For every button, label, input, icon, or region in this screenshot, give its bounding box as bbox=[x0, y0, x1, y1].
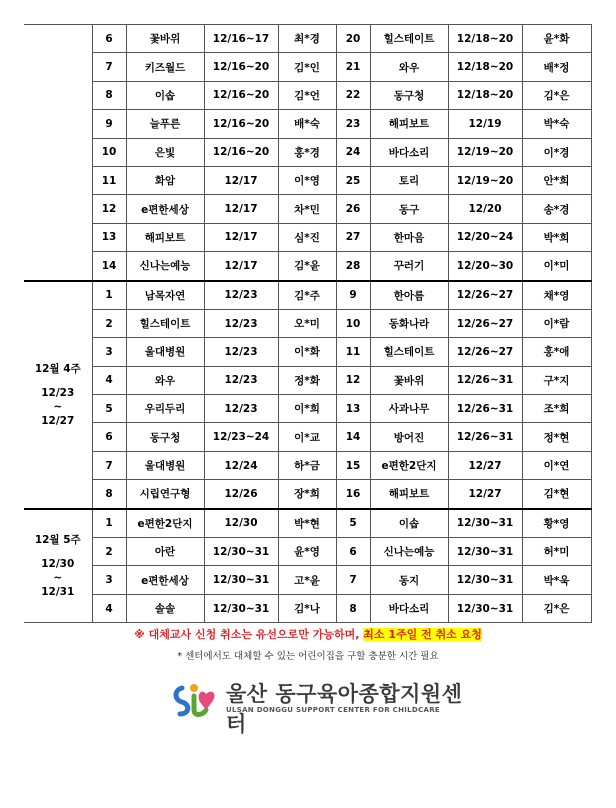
row-number: 4 bbox=[92, 594, 126, 622]
notice-highlight: 최소 1주일 전 취소 요청 bbox=[363, 628, 482, 641]
center-name: e편한세상 bbox=[126, 566, 204, 594]
date-range: 12/30~31 bbox=[448, 509, 522, 538]
row-number: 14 bbox=[336, 423, 370, 451]
center-name: 남목자연 bbox=[126, 281, 204, 310]
center-name: 동구청 bbox=[126, 423, 204, 451]
logo-mark-icon bbox=[172, 680, 220, 720]
date-range: 12/17 bbox=[204, 195, 278, 223]
row-number: 16 bbox=[336, 480, 370, 509]
row-number: 9 bbox=[336, 281, 370, 310]
center-name: 이솝 bbox=[126, 81, 204, 109]
date-range: 12/30~31 bbox=[204, 594, 278, 622]
date-range: 12/23 bbox=[204, 309, 278, 337]
date-range: 12/23 bbox=[204, 366, 278, 394]
row-number: 12 bbox=[336, 366, 370, 394]
date-range: 12/23 bbox=[204, 338, 278, 366]
table-row bbox=[24, 166, 591, 194]
table-row bbox=[24, 110, 591, 138]
center-name: 사과나무 bbox=[370, 395, 448, 423]
center-name: 늘푸른 bbox=[126, 110, 204, 138]
teacher-name: 이*희 bbox=[278, 395, 336, 423]
table-row bbox=[24, 366, 591, 394]
teacher-name: 김*은 bbox=[522, 594, 591, 622]
date-range: 12/26~31 bbox=[448, 395, 522, 423]
week-label-line: ~ bbox=[53, 571, 63, 584]
teacher-name: 정*현 bbox=[522, 423, 591, 451]
center-name: 키즈월드 bbox=[126, 53, 204, 81]
teacher-name: 박*희 bbox=[522, 223, 591, 251]
center-name: 화암 bbox=[126, 166, 204, 194]
row-number: 2 bbox=[92, 309, 126, 337]
row-number: 7 bbox=[92, 451, 126, 479]
teacher-name: 윤*영 bbox=[278, 538, 336, 566]
week-label-line: 12/23 bbox=[41, 386, 75, 399]
row-number: 12 bbox=[92, 195, 126, 223]
table-row bbox=[24, 480, 591, 509]
center-name: 동지 bbox=[370, 566, 448, 594]
teacher-name: 이*경 bbox=[522, 138, 591, 166]
center-name: 한마음 bbox=[370, 223, 448, 251]
row-number: 7 bbox=[336, 566, 370, 594]
center-name: 꽃바위 bbox=[370, 366, 448, 394]
table-row bbox=[24, 252, 591, 281]
row-number: 2 bbox=[92, 538, 126, 566]
row-number: 27 bbox=[336, 223, 370, 251]
center-name: 힐스테이트 bbox=[370, 25, 448, 53]
table-row bbox=[24, 395, 591, 423]
subnote: * 센터에서도 대체할 수 있는 어린이집을 구할 충분한 시간 필요 bbox=[177, 651, 439, 662]
date-range: 12/20 bbox=[448, 195, 522, 223]
center-name: 울대병원 bbox=[126, 451, 204, 479]
date-range: 12/17 bbox=[204, 252, 278, 281]
center-logo bbox=[172, 678, 472, 736]
week-label-line: 12/31 bbox=[41, 585, 75, 598]
row-number: 6 bbox=[92, 25, 126, 53]
teacher-name: 이*화 bbox=[278, 338, 336, 366]
teacher-name: 이*영 bbox=[278, 166, 336, 194]
center-name: e편한2단지 bbox=[370, 451, 448, 479]
teacher-name: 장*희 bbox=[278, 480, 336, 509]
table-row bbox=[24, 81, 591, 109]
date-range: 12/19~20 bbox=[448, 138, 522, 166]
center-name: 해피보트 bbox=[370, 480, 448, 509]
row-number: 11 bbox=[336, 338, 370, 366]
teacher-name: 김*윤 bbox=[278, 252, 336, 281]
teacher-name: 김*현 bbox=[522, 480, 591, 509]
table-row bbox=[24, 309, 591, 337]
row-number: 4 bbox=[92, 366, 126, 394]
center-name: 바다소리 bbox=[370, 138, 448, 166]
date-range: 12/23~24 bbox=[204, 423, 278, 451]
table-row bbox=[24, 451, 591, 479]
teacher-name: 최*경 bbox=[278, 25, 336, 53]
row-number: 23 bbox=[336, 110, 370, 138]
teacher-name: 송*경 bbox=[522, 195, 591, 223]
teacher-name: 김*주 bbox=[278, 281, 336, 310]
teacher-name: 김*은 bbox=[522, 81, 591, 109]
row-number: 1 bbox=[92, 509, 126, 538]
cancel-notice bbox=[0, 626, 616, 642]
row-number: 6 bbox=[92, 423, 126, 451]
center-name: 토리 bbox=[370, 166, 448, 194]
row-number: 1 bbox=[92, 281, 126, 310]
date-range: 12/20~24 bbox=[448, 223, 522, 251]
date-range: 12/16~20 bbox=[204, 53, 278, 81]
row-number: 11 bbox=[92, 166, 126, 194]
table-row bbox=[24, 53, 591, 81]
row-number: 8 bbox=[92, 480, 126, 509]
table-row bbox=[24, 138, 591, 166]
row-number: 24 bbox=[336, 138, 370, 166]
week-label-cell bbox=[24, 509, 92, 623]
date-range: 12/27 bbox=[448, 480, 522, 509]
date-range: 12/30~31 bbox=[448, 566, 522, 594]
row-number: 7 bbox=[92, 53, 126, 81]
teacher-name: 고*윤 bbox=[278, 566, 336, 594]
row-number: 10 bbox=[92, 138, 126, 166]
notice-text: ※ 대체교사 신청 취소는 유선으로만 가능하며, bbox=[134, 628, 364, 641]
table-row bbox=[24, 594, 591, 622]
teacher-name: 김*언 bbox=[278, 81, 336, 109]
date-range: 12/26~27 bbox=[448, 309, 522, 337]
teacher-name: 채*영 bbox=[522, 281, 591, 310]
center-name: e편한세상 bbox=[126, 195, 204, 223]
week-label-line: 12/30 bbox=[41, 557, 75, 570]
table-row bbox=[24, 538, 591, 566]
teacher-name: 이*교 bbox=[278, 423, 336, 451]
row-number: 20 bbox=[336, 25, 370, 53]
teacher-name: 차*민 bbox=[278, 195, 336, 223]
table-row bbox=[24, 25, 591, 53]
row-number: 26 bbox=[336, 195, 370, 223]
center-name: 이솝 bbox=[370, 509, 448, 538]
week-label-line: ~ bbox=[53, 400, 63, 413]
date-range: 12/24 bbox=[204, 451, 278, 479]
teacher-name: 홍*경 bbox=[278, 138, 336, 166]
row-number: 28 bbox=[336, 252, 370, 281]
center-name: 한아름 bbox=[370, 281, 448, 310]
date-range: 12/16~20 bbox=[204, 138, 278, 166]
table-row bbox=[24, 509, 591, 538]
date-range: 12/26~31 bbox=[448, 366, 522, 394]
date-range: 12/26 bbox=[204, 480, 278, 509]
date-range: 12/30~31 bbox=[204, 566, 278, 594]
teacher-name: 윤*화 bbox=[522, 25, 591, 53]
center-name: 와우 bbox=[126, 366, 204, 394]
center-name: 방어진 bbox=[370, 423, 448, 451]
row-number: 21 bbox=[336, 53, 370, 81]
center-name: 동구 bbox=[370, 195, 448, 223]
date-range: 12/19 bbox=[448, 110, 522, 138]
date-range: 12/30~31 bbox=[204, 538, 278, 566]
teacher-name: 허*미 bbox=[522, 538, 591, 566]
teacher-name: 하*금 bbox=[278, 451, 336, 479]
center-name: 와우 bbox=[370, 53, 448, 81]
center-name: 동화나라 bbox=[370, 309, 448, 337]
teacher-name: 이*연 bbox=[522, 451, 591, 479]
row-number: 13 bbox=[92, 223, 126, 251]
date-range: 12/30~31 bbox=[448, 538, 522, 566]
week-label-cell bbox=[24, 281, 92, 509]
teacher-name: 박*숙 bbox=[522, 110, 591, 138]
teacher-name: 오*미 bbox=[278, 309, 336, 337]
table-row bbox=[24, 281, 591, 310]
center-name: 솔솔 bbox=[126, 594, 204, 622]
table-row bbox=[24, 566, 591, 594]
center-name: 신나는예능 bbox=[126, 252, 204, 281]
row-number: 3 bbox=[92, 338, 126, 366]
teacher-name: 이*람 bbox=[522, 309, 591, 337]
center-name: 시립연구형 bbox=[126, 480, 204, 509]
teacher-name: 안*희 bbox=[522, 166, 591, 194]
date-range: 12/17 bbox=[204, 166, 278, 194]
row-number: 15 bbox=[336, 451, 370, 479]
table-row bbox=[24, 195, 591, 223]
center-name: 꽃바위 bbox=[126, 25, 204, 53]
table-row bbox=[24, 223, 591, 251]
teacher-name: 조*희 bbox=[522, 395, 591, 423]
date-range: 12/30~31 bbox=[448, 594, 522, 622]
center-name: 바다소리 bbox=[370, 594, 448, 622]
schedule-table bbox=[24, 24, 592, 623]
teacher-name: 이*미 bbox=[522, 252, 591, 281]
center-name: 해피보트 bbox=[370, 110, 448, 138]
row-number: 25 bbox=[336, 166, 370, 194]
date-range: 12/27 bbox=[448, 451, 522, 479]
date-range: 12/16~20 bbox=[204, 110, 278, 138]
teacher-name: 김*나 bbox=[278, 594, 336, 622]
row-number: 5 bbox=[92, 395, 126, 423]
teacher-name: 김*인 bbox=[278, 53, 336, 81]
row-number: 9 bbox=[92, 110, 126, 138]
date-range: 12/16~20 bbox=[204, 81, 278, 109]
center-name: 꾸러기 bbox=[370, 252, 448, 281]
date-range: 12/26~27 bbox=[448, 281, 522, 310]
center-name: 힐스테이트 bbox=[126, 309, 204, 337]
date-range: 12/18~20 bbox=[448, 81, 522, 109]
teacher-name: 심*진 bbox=[278, 223, 336, 251]
week-label-line: 12월 5주 bbox=[34, 533, 81, 546]
row-number: 8 bbox=[336, 594, 370, 622]
row-number: 14 bbox=[92, 252, 126, 281]
teacher-name: 황*영 bbox=[522, 509, 591, 538]
center-name: 은빛 bbox=[126, 138, 204, 166]
row-number: 10 bbox=[336, 309, 370, 337]
date-range: 12/19~20 bbox=[448, 166, 522, 194]
date-range: 12/23 bbox=[204, 281, 278, 310]
center-name: 우리두리 bbox=[126, 395, 204, 423]
date-range: 12/18~20 bbox=[448, 25, 522, 53]
date-range: 12/18~20 bbox=[448, 53, 522, 81]
date-range: 12/26~31 bbox=[448, 423, 522, 451]
date-range: 12/20~30 bbox=[448, 252, 522, 281]
logo-subtitle: ULSAN DONGGU SUPPORT CENTER FOR CHILDCARE bbox=[226, 706, 440, 714]
week-label-cell bbox=[24, 25, 92, 281]
center-name: 해피보트 bbox=[126, 223, 204, 251]
teacher-name: 구*지 bbox=[522, 366, 591, 394]
date-range: 12/30 bbox=[204, 509, 278, 538]
teacher-name: 정*화 bbox=[278, 366, 336, 394]
row-number: 3 bbox=[92, 566, 126, 594]
center-name: 동구청 bbox=[370, 81, 448, 109]
center-name: 힐스테이트 bbox=[370, 338, 448, 366]
teacher-name: 박*현 bbox=[278, 509, 336, 538]
table-row bbox=[24, 423, 591, 451]
date-range: 12/26~27 bbox=[448, 338, 522, 366]
row-number: 8 bbox=[92, 81, 126, 109]
row-number: 5 bbox=[336, 509, 370, 538]
teacher-name: 박*욱 bbox=[522, 566, 591, 594]
row-number: 22 bbox=[336, 81, 370, 109]
date-range: 12/23 bbox=[204, 395, 278, 423]
teacher-name: 홍*애 bbox=[522, 338, 591, 366]
date-range: 12/17 bbox=[204, 223, 278, 251]
teacher-name: 배*정 bbox=[522, 53, 591, 81]
table-row bbox=[24, 338, 591, 366]
center-name: 신나는예능 bbox=[370, 538, 448, 566]
center-name: e편한2단지 bbox=[126, 509, 204, 538]
row-number: 6 bbox=[336, 538, 370, 566]
week-label-line: 12/27 bbox=[41, 414, 75, 427]
date-range: 12/16~17 bbox=[204, 25, 278, 53]
center-name: 울대병원 bbox=[126, 338, 204, 366]
logo-title: 울산 동구육아종합지원센터 bbox=[226, 682, 463, 736]
week-label-line: 12월 4주 bbox=[34, 362, 81, 375]
teacher-name: 배*숙 bbox=[278, 110, 336, 138]
center-name: 아란 bbox=[126, 538, 204, 566]
row-number: 13 bbox=[336, 395, 370, 423]
